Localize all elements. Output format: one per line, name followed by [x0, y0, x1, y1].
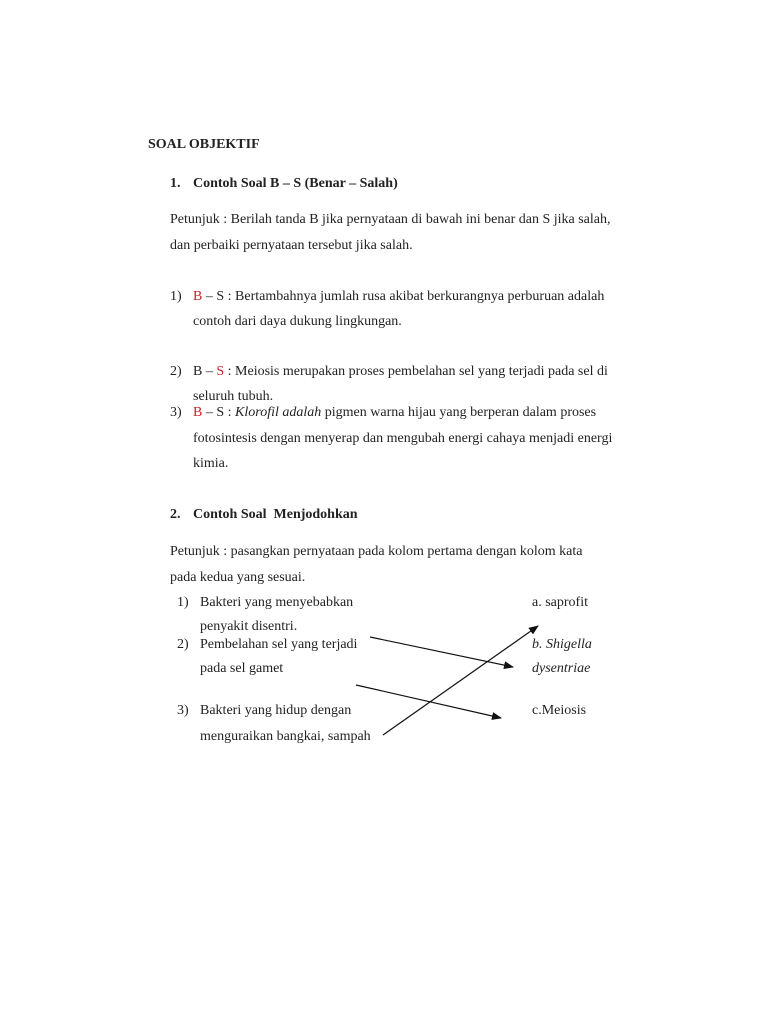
match-left-item-cont: penyakit disentri. — [200, 619, 298, 634]
match-right-item: b. Shigella — [532, 637, 592, 652]
section1-number: 1. — [170, 176, 181, 191]
answer-b: B — [193, 364, 203, 379]
match-left-item: Pembelahan sel yang terjadi — [200, 637, 358, 652]
match-left-item: Bakteri yang menyebabkan — [200, 595, 354, 610]
section2-instruction: Petunjuk : pasangkan pernyataan pada kolom pertama dengan kolom kata — [170, 544, 583, 559]
separator: – — [202, 405, 217, 420]
answer-s: S — [216, 405, 225, 420]
match-left-item: Bakteri yang hidup dengan — [200, 703, 352, 718]
separator: – — [202, 289, 217, 304]
answer-b: B — [193, 289, 203, 304]
answer-b: B — [193, 405, 203, 420]
section2-instruction-cont: pada kedua yang sesuai. — [170, 570, 306, 585]
arrow-2-to-c — [370, 637, 513, 667]
match-left-number: 3) — [177, 703, 189, 718]
match-right-item: a. saprofit — [532, 595, 588, 610]
answer-s: S — [216, 289, 225, 304]
arrow-1-to-b — [356, 685, 501, 718]
separator: – — [202, 364, 217, 379]
section1-instruction-cont: dan perbaiki pernyataan tersebut jika salah. — [170, 238, 413, 253]
statement-cont: kimia. — [193, 456, 229, 471]
statement-italic: Klorofil adalah — [235, 405, 322, 420]
match-left-item-cont: pada sel gamet — [200, 661, 284, 676]
answer-s: S — [216, 364, 225, 379]
item-number: 3) — [170, 405, 182, 420]
statement-cont: seluruh tubuh. — [193, 389, 274, 404]
statement-cont: fotosintesis dengan menyerap dan mengubah energi cahaya menjadi energi — [193, 431, 613, 446]
match-right-item-cont: dysentriae — [532, 661, 591, 676]
statement-cont: contoh dari daya dukung lingkungan. — [193, 314, 402, 329]
statement: pigmen warna hijau yang berperan dalam proses — [321, 405, 597, 420]
item-number: 2) — [170, 364, 182, 379]
colon: : — [224, 405, 236, 420]
statement: Meiosis merupakan proses pembelahan sel yang terjadi pada sel di — [235, 364, 608, 379]
match-left-item-cont: menguraikan bangkai, sampah — [200, 729, 371, 744]
section1-instruction: Petunjuk : Berilah tanda B jika pernyataan di bawah ini benar dan S jika salah, — [170, 212, 611, 227]
colon: : — [224, 289, 236, 304]
match-left-number: 1) — [177, 595, 189, 610]
colon: : — [224, 364, 236, 379]
section1-heading: Contoh Soal B – S (Benar – Salah) — [193, 176, 398, 191]
section2-heading: Contoh Soal Menjodohkan — [193, 507, 358, 522]
item-number: 1) — [170, 289, 182, 304]
match-right-item: c.Meiosis — [532, 703, 587, 718]
statement: Bertambahnya jumlah rusa akibat berkurangnya perburuan adalah — [235, 289, 605, 304]
match-left-number: 2) — [177, 637, 189, 652]
arrow-3-to-a — [383, 626, 538, 735]
page-title: SOAL OBJEKTIF — [148, 137, 260, 152]
section2-number: 2. — [170, 507, 181, 522]
